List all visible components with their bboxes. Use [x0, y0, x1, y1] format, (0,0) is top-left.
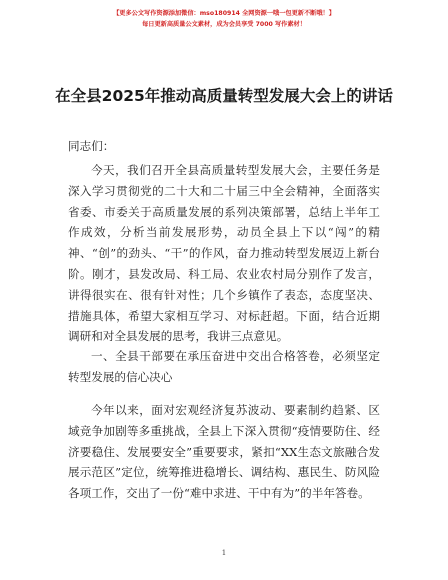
document-title: 在全县2025年推动高质量转型发展大会上的讲话	[55, 87, 393, 105]
salutation: 同志们：	[68, 139, 115, 153]
paragraph-opening: 今天，我们召开全县高质量转型发展大会，主要任务是深入学习贯彻党的二十大和二十届三中全会精神，全面落实省委、市委关于高质量发展的系列决策部署，总结上半年工作成效，分析当前发展形势，动员全县上下以“闯”的精神、“创”的劲头、“干”的作风，奋力推动转型发展迈上新台阶。刚才，县发改局、科工局、农业农村局分别作了发言，讲得很实在、很有针对性；几个乡镇作了表态，态度坚决、措施具体，希望大家相互学习、对标赶超。下面，结合近期调研和对全县发展的思考，我讲三点意见。	[68, 163, 380, 344]
page-number: 1	[221, 549, 227, 557]
promo-banner-line-1: 【更多公文写作资源添加微信：mso180914 全网资源一哦一包更新不断哦！】	[113, 10, 335, 17]
promo-banner	[0, 8, 448, 30]
paragraph-section-1: 今年以来，面对宏观经济复苏波动、要素制约趋紧、区域竞争加剧等多重挑战，全县上下深入贯彻“疫情要防住、经济要稳住、发展要安全”重要要求，紧扣“XX生态文旅融合发展示范区”定位，统筹推进稳增长、调结构、惠民生、防风险各项工作，交出了一份“难中求进、干中有为”的半年答卷。	[68, 403, 380, 501]
section-heading-1: 一、全县干部要在承压奋进中交出合格答卷，必须坚定转型发展的信心决心	[68, 349, 380, 384]
promo-banner-line-2: 每日更新高质量公文素材，成为会员享受 7000 写作素材！	[142, 21, 306, 28]
